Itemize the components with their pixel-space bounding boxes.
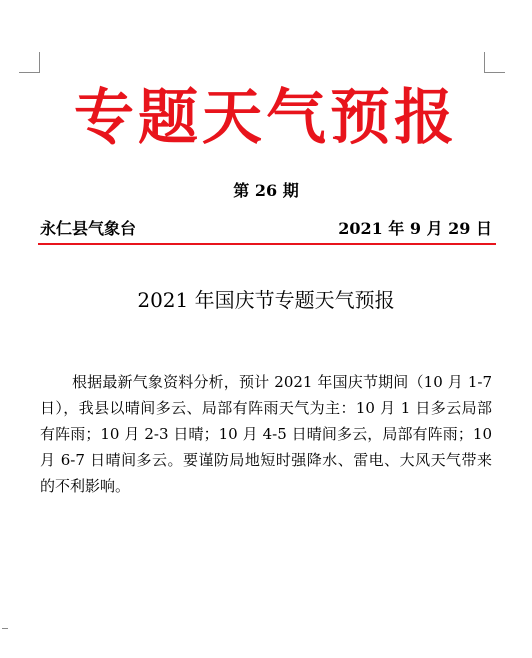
- forecast-paragraph: 根据最新气象资料分析，预计 2021 年国庆节期间（10 月 1-7 日），我县以晴间多云、局部有阵雨天气为主：10 月 1 日多云局部有阵雨；10 月 2-3 日晴；10 月 4-5 日晴间多云，局部有阵雨；10 月 6-7 日晴间多云。要谨防局地短时强降水、雷电、大风天气带来的不利影响。: [40, 373, 492, 495]
- crop-mark-bottom-left: [2, 628, 8, 633]
- header-row: [40, 218, 492, 240]
- masthead-title: 专题天气预报: [74, 83, 458, 153]
- crop-mark-top-left: [19, 52, 40, 73]
- issue-date: 2021 年 9 月 29 日: [338, 219, 492, 238]
- red-divider-rule: [38, 243, 496, 245]
- issuing-organization: 永仁县气象台: [40, 219, 137, 238]
- crop-mark-top-right: [484, 52, 505, 73]
- document-title: 2021 年国庆节专题天气预报: [137, 288, 395, 312]
- issue-number: 第 26 期: [233, 181, 299, 200]
